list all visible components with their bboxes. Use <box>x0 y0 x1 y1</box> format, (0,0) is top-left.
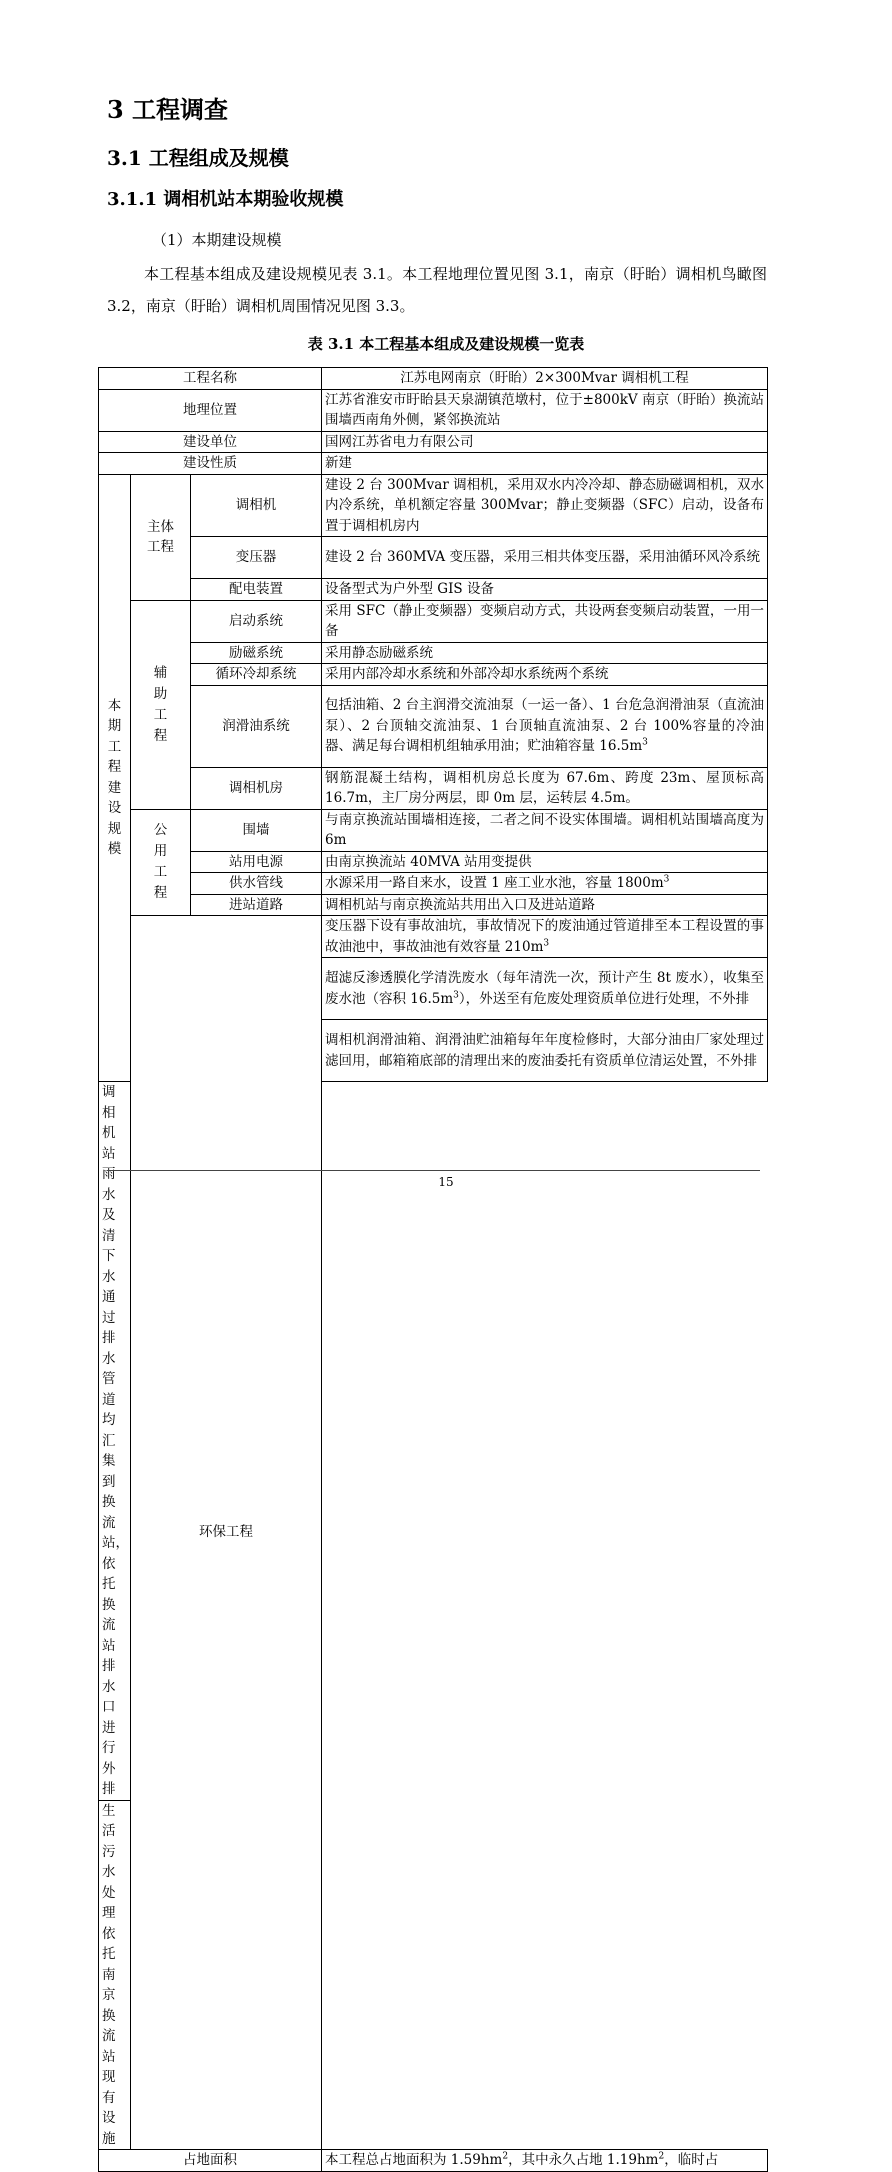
table-cell-label: 地理位置 <box>99 389 322 431</box>
item-value <box>322 873 768 895</box>
item-label: 进站道路 <box>191 894 322 916</box>
subsubsection-title: 3.1.1 调相机站本期验收规模 <box>107 189 344 210</box>
item-value: 设备型式为户外型 GIS 设备 <box>322 579 768 601</box>
main-group-cell <box>131 474 191 600</box>
item-label: 润滑油系统 <box>191 685 322 767</box>
table-row <box>99 664 768 686</box>
table-row <box>99 579 768 601</box>
item-label: 供水管线 <box>191 873 322 895</box>
item-value <box>322 916 768 958</box>
table-row <box>99 600 768 642</box>
item-value: 调相机站与南京换流站共用出入口及进站道路 <box>322 894 768 916</box>
item-value: 钢筋混凝土结构，调相机房总长度为 67.6m、跨度 23m、屋顶标高 16.7m，主厂房分两层，即 0m 层，运转层 4.5m。 <box>322 767 768 809</box>
area-text-b: ，其中永久占地 1.19hm <box>508 2152 659 2168</box>
table-cell-value: 国网江苏省电力有限公司 <box>322 431 768 453</box>
item-value: 调相机润滑油箱、润滑油贮油箱每年年度检修时，大部分油由厂家处理过滤回用，邮箱箱底部的清理出来的废油委托有资质单位清运处置，不外排 <box>322 1020 768 1082</box>
superscript: 3 <box>543 938 550 948</box>
superscript: 3 <box>642 737 648 748</box>
aux-group-cell <box>131 600 191 809</box>
item-label: 配电装置 <box>191 579 322 601</box>
paragraph-scale-heading: （1）本期建设规模 <box>152 231 282 249</box>
table-caption: 表 3.1 本工程基本组成及建设规模一览表 <box>307 335 585 353</box>
table-row <box>99 2150 768 2172</box>
group-label-vertical: 本期工程建设规模 <box>107 697 122 858</box>
env-group-label: 环保工程 <box>131 916 322 2150</box>
item-value: 建设 2 台 300Mvar 调相机，采用双水内冷冷却、静态励磁调相机，双水内冷系统，单机额定容量 300Mvar；静止变频器（SFC）启动，设备布置于调相机房内 <box>322 474 768 537</box>
item-value: 调相机站雨水及清下水通过排水管道均汇集到换流站，依托换流站排水口进行外排 <box>99 1082 131 1801</box>
group-label-cell <box>99 474 131 1082</box>
table-row <box>99 873 768 895</box>
item-value: 与南京换流站围墙相连接，二者之间不设实体围墙。调相机站围墙高度为 6m <box>322 809 768 851</box>
table-row <box>99 474 768 537</box>
item-value <box>322 685 768 767</box>
table-cell-value <box>322 2150 768 2172</box>
public-group-label: 公用工程 <box>153 822 168 902</box>
footer-divider <box>107 1170 760 1171</box>
env2-text-b: ），外送至有危废处理资质单位进行处理，不外排 <box>458 990 750 1007</box>
item-value: 由南京换流站 40MVA 站用变提供 <box>322 851 768 873</box>
lube-text: 包括油箱、2 台主润滑交流油泵（一运一备）、1 台危急润滑油泵（直流油泵）、2 台顶轴交流油泵、1 台顶轴直流油泵、2 台 100%容量的冷油器、满足每台调相机组轴承用油；贮油箱容量 16.5m <box>325 697 765 755</box>
table-row <box>99 685 768 767</box>
table-row <box>99 537 768 579</box>
item-label: 调相机房 <box>191 767 322 809</box>
item-label: 励磁系统 <box>191 642 322 664</box>
water-text: 水源采用一路自来水，设置 1 座工业水池，容量 1800m <box>325 875 664 891</box>
superscript: 2 <box>502 2151 509 2162</box>
superscript: 3 <box>663 874 670 885</box>
table-row <box>99 894 768 916</box>
item-value: 建设 2 台 360MVA 变压器，采用三相共体变压器，采用油循环风冷系统 <box>322 537 768 579</box>
main-group-label: 主体工程 <box>147 518 174 555</box>
table-cell-label: 建设性质 <box>99 453 322 475</box>
table-row <box>99 453 768 475</box>
item-value: 采用静态励磁系统 <box>322 642 768 664</box>
table-row <box>99 767 768 809</box>
table-cell-label: 建设单位 <box>99 431 322 453</box>
item-label: 调相机 <box>191 474 322 537</box>
item-value <box>322 958 768 1020</box>
env2-text-a: 超滤反渗透膜化学清洗废水（每年清洗一次，预计产生 8t 废水），收集至废水池（容积 16.5m <box>325 970 765 1007</box>
aux-group-label: 辅助工程 <box>153 664 168 744</box>
subsection-title: 3.1 工程组成及规模 <box>107 146 289 170</box>
table-row <box>99 389 768 431</box>
item-label: 变压器 <box>191 537 322 579</box>
item-label: 围墙 <box>191 809 322 851</box>
table-cell-value: 新建 <box>322 453 768 475</box>
table-row <box>99 368 768 390</box>
item-label: 站用电源 <box>191 851 322 873</box>
table-cell-value: 江苏电网南京（盱眙）2×300Mvar 调相机工程 <box>322 368 768 390</box>
section-title: 3 工程调查 <box>107 95 229 124</box>
superscript: 2 <box>658 2151 665 2162</box>
page-number: 15 <box>438 1175 454 1189</box>
superscript: 3 <box>453 990 459 1000</box>
table-cell-label: 工程名称 <box>99 368 322 390</box>
public-group-cell <box>131 809 191 916</box>
table-cell-label: 占地面积 <box>99 2150 322 2172</box>
item-value: 采用 SFC（静止变频器）变频启动方式，共设两套变频启动装置，一用一备 <box>322 600 768 642</box>
table-row <box>99 916 768 958</box>
env1-text: 变压器下设有事故油坑，事故情况下的废油通过管道排至本工程设置的事故油池中，事故油池有效容量 210m <box>325 918 765 955</box>
table-row <box>99 809 768 851</box>
paragraph-intro: 本工程基本组成及建设规模见表 3.1。本工程地理位置见图 3.1，南京（盱眙）调相机鸟瞰图 3.2，南京（盱眙）调相机周围情况见图 3.3。 <box>107 265 767 315</box>
composition-table <box>98 367 768 2172</box>
area-text-a: 本工程总占地面积为 1.59hm <box>325 2152 503 2168</box>
table-row <box>99 642 768 664</box>
item-value: 生活污水处理依托南京换流站现有设施 <box>99 1800 131 2150</box>
item-label: 启动系统 <box>191 600 322 642</box>
table-cell-value: 江苏省淮安市盱眙县天泉湖镇范墩村，位于±800kV 南京（盱眙）换流站围墙西南角外侧，紧邻换流站 <box>322 389 768 431</box>
area-text-c: ，临时占 <box>664 2152 719 2168</box>
item-label: 循环冷却系统 <box>191 664 322 686</box>
item-value: 采用内部冷却水系统和外部冷却水系统两个系统 <box>322 664 768 686</box>
table-row <box>99 431 768 453</box>
table-row <box>99 851 768 873</box>
